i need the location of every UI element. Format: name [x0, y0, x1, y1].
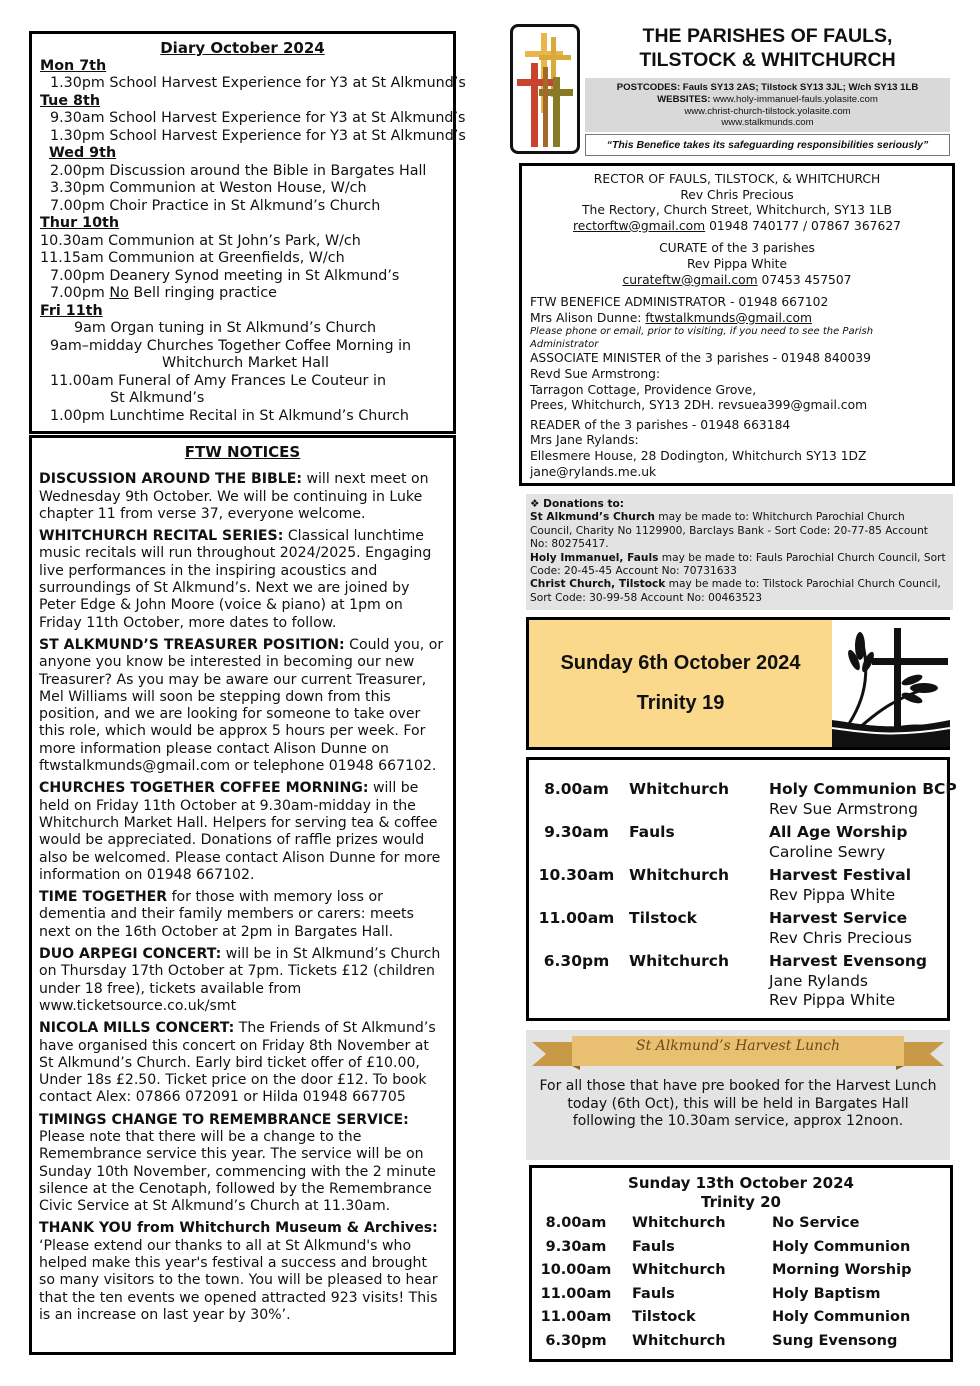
next-service-place: Whitchurch — [632, 1332, 726, 1349]
next-service-name: Sung Evensong — [772, 1332, 898, 1349]
donation-details: may be made to: Tilstock Parochial Church Council, Sort Code: 30-99-58 Account No: 00463523 — [530, 578, 941, 604]
service-time: 9.30am — [544, 823, 609, 841]
diary-title: Diary October 2024 — [160, 39, 325, 57]
admin-email[interactable]: ftwstalkmunds@gmail.com — [645, 310, 813, 325]
notice-heading: TIME TOGETHER — [39, 889, 168, 906]
next-service-time: 6.30pm — [545, 1332, 607, 1349]
rector-name: Rev Chris Precious — [680, 187, 794, 202]
diary-day: Fri 11th — [40, 302, 103, 319]
rector-email[interactable]: rectorftw@gmail.com — [573, 218, 706, 233]
diary-event: 7.00pm Choir Practice in St Alkmund’s Church — [50, 197, 381, 214]
notice-heading: NICOLA MILLS CONCERT: — [39, 1020, 235, 1037]
service-time: 6.30pm — [543, 952, 610, 970]
website-fauls[interactable]: www.holy-immanuel-fauls.yolasite.com — [713, 93, 878, 105]
header-title-line2: TILSTOCK & WHITCHURCH — [639, 49, 896, 71]
diary-event: Whitchurch Market Hall — [162, 355, 329, 371]
service-time: 10.30am — [538, 866, 615, 884]
diary-event: 1.00pm Lunchtime Recital in St Alkmund’s Church — [50, 407, 409, 424]
contacts-panel — [519, 163, 955, 486]
notice-body: ‘Please extend our thanks to all at St Alkmund's who helped make this year's festival a success and brought so many visitors to the town. You will be pleased to hear that the ten events we opened attracted 923 visits! This is an increase on last year by 30%’. — [39, 1237, 438, 1323]
next-service-place: Tilstock — [632, 1309, 696, 1325]
rector-title: RECTOR OF FAULS, TILSTOCK, & WHITCHURCH — [593, 172, 881, 186]
next-service-row — [532, 1259, 950, 1283]
notice-item — [39, 780, 446, 884]
diary-day: Wed 9th — [49, 145, 117, 161]
donations-title: ❖ Donations to: — [530, 498, 625, 510]
service-place: Whitchurch — [629, 952, 729, 970]
notice-heading: TIMINGS CHANGE TO REMEMBRANCE SERVICE: — [39, 1111, 409, 1128]
diary-event: 11.00am Funeral of Amy Frances Le Couteur in — [50, 372, 387, 389]
notices-list — [39, 471, 446, 1324]
notice-item — [39, 1220, 446, 1324]
notice-heading: ST ALKMUND’S TREASURER POSITION: — [39, 636, 345, 653]
diary-event: 9am–midday Churches Together Coffee Morning in — [50, 337, 412, 354]
notice-heading: THANK YOU from Whitchurch Museum & Archives: — [39, 1220, 438, 1237]
next-service-row — [532, 1330, 950, 1354]
notice-body: will next meet on Wednesday 9th October. We will be continuing in Luke chapter 11 from verse 37, everyone welcome. — [39, 471, 429, 522]
diary-list — [40, 57, 466, 426]
service-leader: Rev Pippa White — [769, 991, 896, 1009]
services-next-sunday — [529, 1165, 953, 1362]
service-place: Whitchurch — [629, 866, 729, 884]
admin-title: FTW BENEFICE ADMINISTRATOR — [530, 295, 727, 310]
sunday-date: Sunday 6th October 2024 — [560, 652, 801, 674]
service-leader: Caroline Sewry — [769, 842, 886, 861]
notice-item — [39, 637, 446, 775]
notice-body: will be in St Alkmund’s Church on Thursday 17th October at 7pm. Tickets £12 (children under 18 free), tickets available from www.ticketsource.co.uk/smt — [39, 946, 441, 1014]
donation-item — [530, 552, 949, 579]
assoc-name: Revd Sue Armstrong: — [530, 366, 661, 381]
notice-item — [39, 528, 446, 632]
next-service-place: Fauls — [632, 1238, 675, 1255]
next-service-time: 9.30am — [545, 1238, 607, 1255]
service-name: Harvest Service — [769, 909, 908, 927]
service-time: 11.00am — [538, 909, 615, 927]
postcodes: POSTCODES: Fauls SY13 2AS; Tilstock SY13 3JL; W/ch SY13 1LB — [616, 82, 919, 93]
notice-heading: WHITCHURCH RECITAL SERIES: — [39, 528, 284, 545]
service-name: Holy Communion BCP — [769, 780, 957, 798]
service-row — [529, 823, 947, 862]
next-service-time: 11.00am — [540, 1285, 612, 1302]
curate-title: CURATE of the 3 parishes — [659, 241, 815, 256]
reader-address: Ellesmere House, 28 Dodington, Whitchurch SY13 1DZ — [530, 448, 867, 463]
diary-event: 2.00pm Discussion around the Bible in Bargates Hall — [50, 162, 427, 179]
assoc-address-1: Tarragon Cottage, Providence Grove, — [530, 382, 757, 397]
service-leader: Rev Pippa White — [769, 885, 896, 904]
donation-details: may be made to: Whitchurch Parochial Church Council, Charity No 1129900, Barclays Bank - Sort Code: 20-77-85 Account No: 80275417. — [530, 511, 928, 551]
notice-item — [39, 471, 446, 523]
next-services-list — [532, 1212, 950, 1353]
service-time: 8.00am — [544, 780, 609, 798]
notices-panel — [29, 435, 456, 1355]
next-service-name: No Service — [772, 1215, 860, 1231]
service-details — [769, 866, 947, 905]
website-stalkmunds[interactable]: www.stalkmunds.com — [721, 117, 814, 129]
notice-heading: DUO ARPEGI CONCERT: — [39, 946, 222, 963]
service-leader: Rev Chris Precious — [769, 928, 912, 947]
next-service-time: 11.00am — [540, 1309, 612, 1325]
reader-phone: - 01948 663184 — [688, 417, 791, 432]
harvest-body: For all those that have pre booked for the Harvest Lunch today (6th Oct), this will be held in Bargates Hall following the 10.30am service, approx 12noon. — [539, 1078, 937, 1129]
service-row — [529, 952, 947, 1011]
sunday-banner — [526, 617, 950, 750]
service-row — [529, 780, 957, 819]
notice-item — [39, 1020, 446, 1106]
sunday-trinity: Trinity 19 — [636, 692, 725, 714]
donation-details: may be made to: Fauls Parochial Church Council, Sort Code: 20-45-45 Account No: 70731633 — [530, 551, 946, 578]
notice-body: for those with memory loss or dementia and their family members or carers: meets next on the 16th October at 2pm in Bargates Hall. — [39, 889, 414, 940]
service-details — [769, 780, 957, 819]
donation-church: Holy Immanuel, Fauls — [530, 551, 659, 564]
parish-logo — [510, 24, 580, 154]
rector-phone: 01948 740177 / 07867 367627 — [705, 218, 901, 233]
notices-title: FTW NOTICES — [184, 443, 301, 461]
service-row — [529, 909, 947, 948]
service-leader: Rev Sue Armstrong — [769, 799, 918, 818]
admin-phone: - 01948 667102 — [726, 295, 829, 310]
next-service-time: 10.00am — [540, 1262, 612, 1278]
next-service-row — [532, 1283, 950, 1307]
header-title — [585, 24, 950, 72]
diary-event: 9.30am School Harvest Experience for Y3 at St Alkmund’s — [50, 110, 466, 126]
diary-day: Thur 10th — [40, 215, 120, 231]
notice-heading: DISCUSSION AROUND THE BIBLE: — [39, 471, 302, 488]
notice-item — [39, 889, 446, 941]
donations-list — [530, 511, 949, 605]
next-service-row — [532, 1306, 950, 1330]
notice-item — [39, 1112, 446, 1216]
crosses-icon — [513, 27, 577, 151]
notice-item — [39, 946, 446, 1015]
reader-email[interactable]: jane@rylands.me.uk — [530, 464, 657, 479]
websites-label: WEBSITES: — [657, 93, 711, 105]
header-info — [585, 78, 950, 132]
diary-event: St Alkmund’s — [110, 390, 205, 406]
notice-body: Please note that there will be a change to the Remembrance service this year. The service will be on Sunday 10th November, commencing with the 2 minute silence at the Cenotaph, followed by the Remembrance Civic Service at St Alkmund’s Church at 11.30am. — [39, 1128, 436, 1215]
next-service-place: Fauls — [632, 1285, 675, 1302]
diary-event: 7.00pm Deanery Synod meeting in St Alkmund’s — [50, 267, 400, 284]
next-service-name: Holy Baptism — [772, 1285, 881, 1302]
service-place: Tilstock — [629, 909, 697, 927]
header-title-line1: THE PARISHES OF FAULS, — [642, 25, 893, 47]
notice-body: Could you, or anyone you know be interested in becoming our new Treasurer? As you may be aware our current Treasurer, Mel Williams will soon be stepping down from this position, and we are looking for someone to take over this role, which would be approx 5 hours per week. For more information please contact Alison Dunne on ftwstalkmunds@gmail.com or telephone 01948 667102. — [39, 636, 444, 775]
services-list — [529, 780, 957, 1011]
reader-title: READER of the 3 parishes — [530, 417, 688, 432]
notice-body: will be held on Friday 11th October at 9.30am-midday in the Whitchurch Market Hall. Helpers for serving tea & coffee would be appreciated. Donations of raffle prizes would also be welcomed. Please contact Alison Dunne for more information on 01948 667102. — [39, 780, 441, 883]
admin-name: Mrs Alison Dunne: — [530, 310, 642, 325]
service-details — [769, 952, 947, 1011]
service-place: Whitchurch — [629, 780, 729, 798]
wheat-cross-icon — [832, 620, 950, 747]
donation-item — [530, 511, 949, 551]
reader-name: Mrs Jane Rylands: — [530, 433, 639, 448]
curate-name: Rev Pippa White — [686, 256, 788, 271]
service-name: Harvest Evensong — [769, 952, 927, 970]
notice-body: Classical lunchtime music recitals will run throughout 2024/2025. Engaging live performances in the inspiring acoustics and surroundings of St Alkmund’s. Next we are joined by Peter Edge & John Moore (voice & piano) at 1pm on Friday 11th October, more dates to follow. — [39, 528, 432, 631]
admin-note: Please phone or email, prior to visiting, if you need to see the Parish Administrator — [530, 326, 874, 350]
next-service-name: Morning Worship — [772, 1262, 912, 1278]
service-name: Harvest Festival — [769, 866, 912, 884]
next-service-row — [532, 1236, 950, 1260]
next-service-name: Holy Communion — [772, 1238, 911, 1255]
diary-day: Mon 7th — [40, 57, 107, 74]
notice-body: The Friends of St Alkmund’s have organised this concert on Friday 8th November at St Alkmund’s Church. Early bird ticket offer of £10.00, Under 18s £2.50. Ticket price on the door £12. To book contact Alex: 07866 072091 or Hilda 01948 667705 — [39, 1020, 436, 1106]
curate-email[interactable]: curateftw@gmail.com — [622, 272, 758, 287]
safeguarding-statement: “This Benefice takes its safeguarding responsibilities seriously” — [585, 134, 950, 156]
rector-address: The Rectory, Church Street, Whitchurch, SY13 1LB — [582, 203, 892, 218]
diary-event: 7.00pm No Bell ringing practice — [50, 285, 277, 301]
service-name: All Age Worship — [769, 823, 908, 841]
donation-item — [530, 578, 949, 605]
diary-event: 1.30pm School Harvest Experience for Y3 at St Alkmund’s — [50, 127, 466, 144]
service-row — [529, 866, 947, 905]
diary-event: 11.15am Communion at Greenfields, W/ch — [40, 250, 345, 266]
next-service-place: Whitchurch — [632, 1215, 726, 1231]
website-tilstock[interactable]: www.christ-church-tilstock.yolasite.com — [684, 105, 851, 117]
next-service-place: Whitchurch — [632, 1262, 726, 1278]
assoc-address-2: Prees, Whitchurch, SY13 2DH. revsuea399@gmail.com — [530, 398, 868, 413]
diary-event: 1.30pm School Harvest Experience for Y3 at St Alkmund’s — [50, 75, 466, 91]
harvest-ribbon-text: St Alkmund’s Harvest Lunch — [636, 1038, 840, 1054]
diary-event: 10.30am Communion at St John’s Park, W/ch — [40, 232, 361, 249]
next-service-row — [532, 1212, 950, 1236]
diary-panel — [29, 31, 466, 434]
service-place: Fauls — [629, 823, 675, 841]
notice-heading: CHURCHES TOGETHER COFFEE MORNING: — [39, 780, 369, 797]
next-service-time: 8.00am — [545, 1215, 607, 1231]
diary-event: 3.30pm Communion at Weston House, W/ch — [50, 180, 367, 196]
assoc-title: ASSOCIATE MINISTER of the 3 parishes — [530, 351, 769, 366]
donation-church: St Alkmund’s Church — [530, 511, 655, 524]
service-leader: Jane Rylands — [769, 971, 868, 990]
diary-day: Tue 8th — [40, 92, 100, 109]
service-details — [769, 909, 947, 948]
services-this-sunday — [526, 757, 957, 1021]
donation-church: Christ Church, Tilstock — [530, 578, 666, 591]
harvest-lunch-panel — [526, 1030, 950, 1160]
service-details — [769, 823, 947, 862]
donations-panel — [526, 494, 953, 610]
next-sunday-date: Sunday 13th October 2024 — [628, 1174, 854, 1192]
curate-phone: 07453 457507 — [757, 272, 852, 287]
diary-event: 9am Organ tuning in St Alkmund’s Church — [74, 320, 377, 336]
assoc-phone: - 01948 840039 — [768, 351, 871, 366]
next-service-name: Holy Communion — [772, 1309, 911, 1325]
next-sunday-trinity: Trinity 20 — [701, 1193, 781, 1211]
